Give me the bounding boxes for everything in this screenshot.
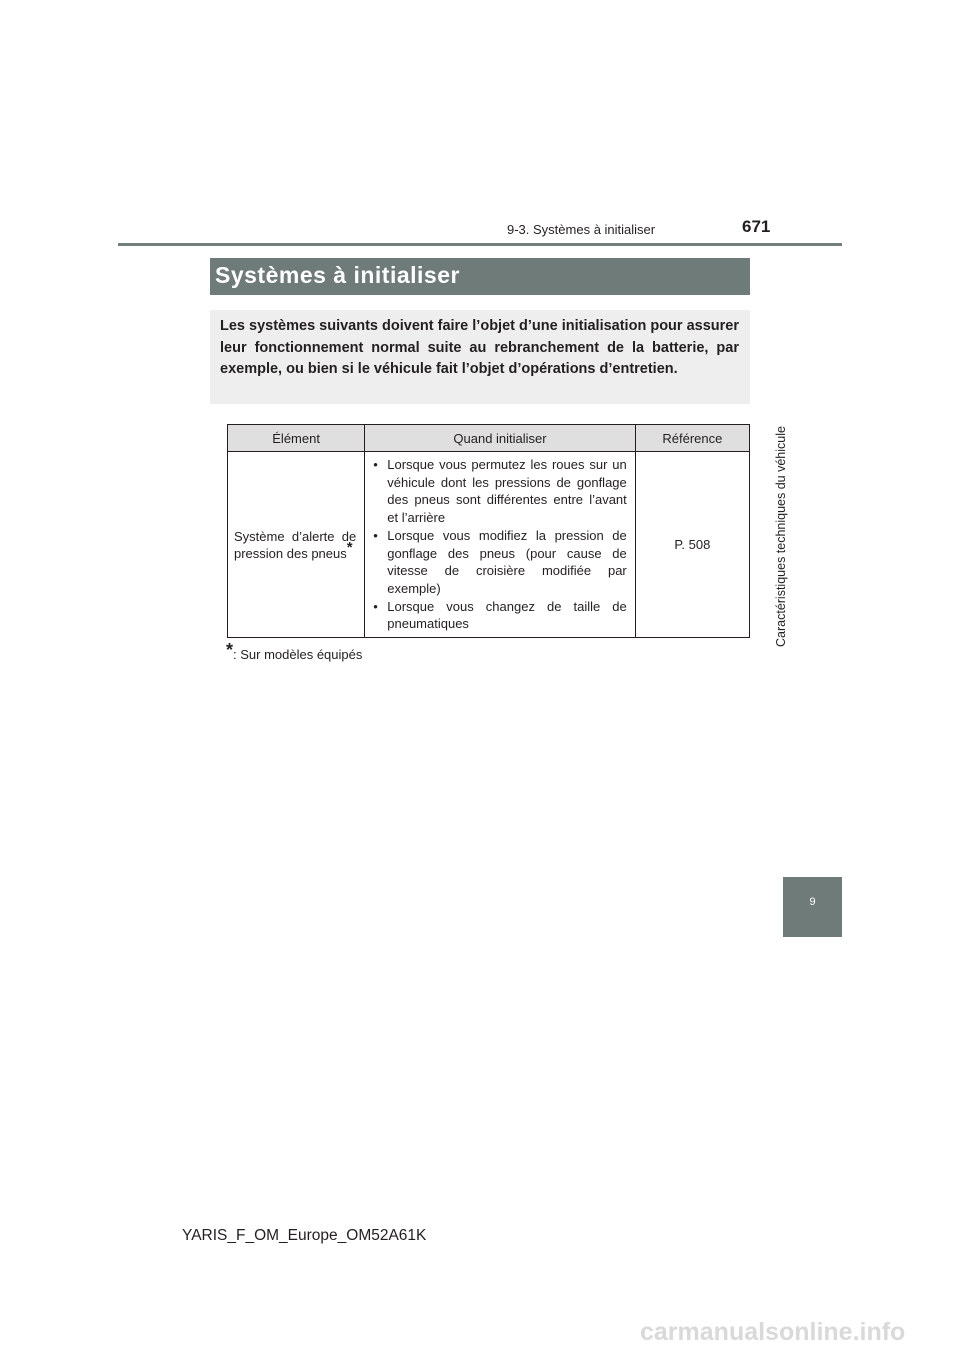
title-bar [210, 258, 750, 295]
chapter-number: 9 [809, 896, 816, 908]
intro-box [210, 310, 750, 404]
when-list [373, 456, 627, 633]
initialization-table [227, 424, 750, 638]
footer-doc-code: YARIS_F_OM_Europe_OM52A61K [182, 1227, 427, 1244]
asterisk-marker: * [346, 538, 353, 556]
table-row [228, 452, 750, 638]
list-item: • Lorsque vous permutez les roues sur un véhicule dont les pressions de gonflage des pneus sont différentes entre l’avant et l’arrière [373, 456, 627, 527]
page-title: Systèmes à initialiser [215, 262, 460, 288]
chapter-tab [783, 877, 842, 937]
footnote-marker: * [226, 640, 234, 660]
cell-reference: P. 508 [635, 452, 749, 638]
side-tab-label [774, 426, 788, 647]
footnote-text: : Sur modèles équipés [233, 647, 363, 662]
watermark: carmanualsonline.info [640, 1318, 906, 1346]
intro-text: Les systèmes suivants doivent faire l’objet d’une initialisation pour assurer leur fonctionnement normal suite au rebranchement de la batterie, par exemple, ou bien si le véhicule fait l’objet d’opérations d’entretien. [220, 318, 739, 377]
section-header: 9-3. Systèmes à initialiser [507, 222, 656, 237]
element-name: Système d’alerte de pression des pneus [234, 528, 357, 561]
table-header-row [228, 425, 750, 452]
page-number: 671 [742, 217, 771, 236]
column-header-reference: Référence [635, 425, 749, 452]
column-header-when: Quand initialiser [365, 425, 636, 452]
header-rule [118, 243, 842, 246]
cell-when [365, 452, 636, 638]
side-tab-label-text: Caractéristiques techniques du véhicule [774, 426, 788, 648]
footnote [226, 640, 363, 664]
list-item: • Lorsque vous changez de taille de pneumatiques [373, 598, 627, 633]
column-header-element: Élément [228, 425, 365, 452]
list-item: • Lorsque vous modifiez la pression de gonflage des pneus (pour cause de vitesse de croisière modifiée par exemple) [373, 527, 627, 598]
cell-element [228, 452, 365, 638]
